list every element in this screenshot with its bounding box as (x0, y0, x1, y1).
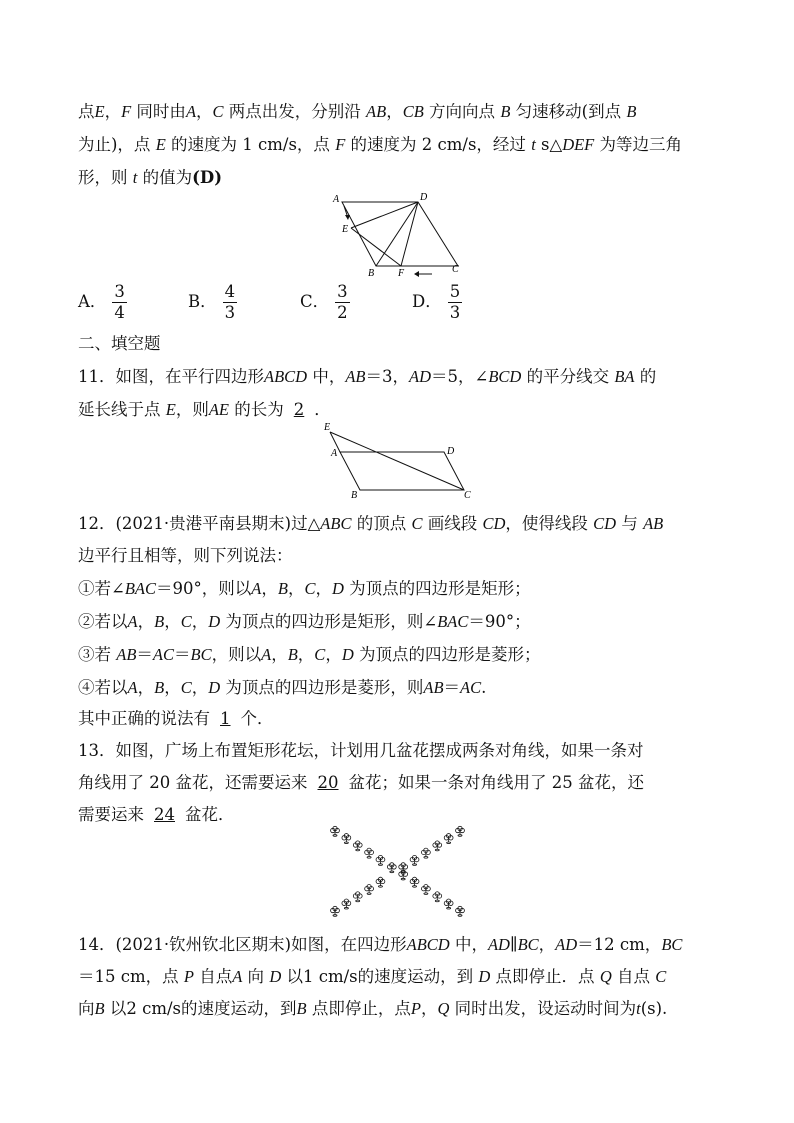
numerator: 3 (337, 282, 348, 301)
text: 为等边三角 (594, 135, 683, 154)
var: Q (437, 999, 450, 1018)
var: C (180, 612, 192, 631)
text: 14．(2021·钦州钦北区期末)如图，在四边形 (78, 935, 407, 954)
text: ， (191, 678, 209, 697)
section-heading: 二、填空题 (78, 334, 161, 353)
var: B (500, 102, 511, 121)
q12-conclusion (78, 708, 274, 730)
text: ， (191, 612, 209, 631)
denominator: 4 (114, 303, 125, 322)
answer-blank: 20 (317, 773, 339, 792)
text: 中， (449, 935, 488, 954)
text: ． (314, 400, 331, 419)
fraction (223, 282, 238, 323)
option-c (300, 282, 350, 323)
text: 需要运来 (78, 805, 144, 824)
var: AB (116, 645, 137, 664)
text: 形，则 (78, 168, 133, 187)
var: B (154, 612, 165, 631)
segment-ef (351, 228, 401, 266)
label-b: B (351, 490, 358, 500)
var: A (185, 102, 197, 121)
var: A (251, 579, 262, 598)
var: D (331, 579, 344, 598)
text: . (481, 678, 487, 697)
q11-line-1 (78, 366, 656, 388)
flower-pot-icon (433, 841, 442, 851)
flower-pot-icon (331, 906, 340, 916)
label-a: A (333, 194, 340, 205)
text: 盆花；如果一条对角线用了 25 盆花，还 (348, 773, 644, 792)
text: ＝ (443, 678, 461, 697)
flower-pot-icon (376, 855, 385, 865)
answer-blank: 1 (220, 709, 231, 728)
var: E (94, 102, 105, 121)
flower-pots-figure (325, 822, 470, 920)
text: ， (287, 579, 305, 598)
text: ， (315, 579, 332, 598)
q14-line-2 (78, 966, 666, 988)
text: 点即停止．点 (490, 967, 600, 986)
flower-pot-icon (422, 884, 431, 894)
var: A (127, 678, 138, 697)
text: 画线段 (422, 514, 483, 533)
text: ＝ (136, 645, 153, 664)
var: B (94, 999, 105, 1018)
var: A (261, 645, 272, 664)
parallelogram-outline (340, 452, 464, 490)
option-a (78, 282, 127, 323)
q12-line-2: 边平行且相等，则下列说法： (78, 546, 293, 565)
var: AB (345, 367, 366, 386)
flower-pot-icon (410, 855, 419, 865)
var: D (269, 967, 282, 986)
text: 自点 (193, 967, 233, 986)
q12-statement-3 (78, 644, 540, 666)
var: D (208, 612, 221, 631)
numerator: 5 (449, 282, 461, 301)
bisector-ce (330, 432, 464, 490)
text: 向 (78, 999, 95, 1018)
flower-pot-icon (376, 877, 385, 887)
text: ， (386, 102, 403, 121)
var: AC (152, 645, 175, 664)
text: 角线用了 20 盆花，还需要运来 (78, 773, 308, 792)
text: 为顶点的四边形是菱形； (353, 645, 541, 664)
flower-pot-icon (433, 892, 442, 902)
text: 的速度为 1 cm/s，点 (165, 135, 336, 154)
q10-figure (330, 190, 465, 280)
var: AB (423, 678, 444, 697)
var: C (304, 579, 316, 598)
text: ， (137, 678, 155, 697)
text: 11．如图，在平行四边形 (78, 367, 264, 386)
label-c: C (452, 264, 459, 275)
var: B (287, 645, 298, 664)
text: 向 (242, 967, 270, 986)
var: CD (593, 514, 617, 533)
text: 方向向点 (423, 102, 501, 121)
diagonal-db (376, 202, 418, 266)
flower-pot-icon (410, 877, 419, 887)
flower-pot-icon (399, 863, 408, 873)
option-letter: B． (188, 292, 217, 311)
text: 以1 cm/s的速度运动，到 (281, 967, 479, 986)
flower-pot-icon (365, 884, 374, 894)
var: F (121, 102, 132, 121)
option-d (412, 282, 462, 323)
text: 个． (240, 709, 274, 728)
text: ， (137, 612, 155, 631)
text: 延长线于点 (78, 400, 166, 419)
denominator: 3 (224, 303, 236, 322)
text: 为顶点的四边形是矩形，则∠ (220, 612, 438, 631)
var: A (127, 612, 138, 631)
var: E (165, 400, 176, 419)
text: ，使得线段 (505, 514, 594, 533)
var: AD (409, 367, 432, 386)
label-b: B (368, 268, 375, 279)
text: ，则以 (211, 645, 262, 664)
text: (s). (640, 999, 668, 1018)
var: B (626, 102, 637, 121)
var: CD (482, 514, 506, 533)
var: D (341, 645, 354, 664)
option-b (188, 282, 237, 323)
var: t (132, 168, 138, 187)
var: ABC (320, 514, 352, 533)
segment-ed (351, 202, 418, 228)
flower-pot-icon (353, 841, 362, 851)
text: 匀速移动(到点 (510, 102, 627, 121)
var: t (531, 135, 536, 154)
q12-line-1 (78, 513, 663, 535)
option-letter: A． (78, 292, 107, 311)
label-f: F (398, 268, 405, 279)
var: BC (190, 645, 212, 664)
text: ＝90°，则以 (156, 579, 252, 598)
text: ， (164, 612, 181, 631)
text: ， (104, 102, 122, 121)
flower-pot-icon (456, 906, 465, 916)
var: CB (402, 102, 424, 121)
var: ABCD (406, 935, 450, 954)
text: 自点 (611, 967, 656, 986)
text: 的值为 (137, 168, 193, 187)
text: 中， (307, 367, 346, 386)
var: C (411, 514, 423, 533)
text: 的 (634, 367, 657, 386)
q10-line-1 (78, 101, 636, 123)
flower-pot-icon (365, 848, 374, 858)
flower-pot-icon (387, 863, 396, 873)
flower-pot-icon (331, 826, 340, 836)
text: 与 (616, 514, 644, 533)
q13-line-2 (78, 772, 644, 794)
label-d: D (447, 446, 455, 457)
text: ， (325, 645, 342, 664)
var: BC (661, 935, 683, 954)
var: C (314, 645, 326, 664)
flower-pot-icon (342, 834, 351, 844)
text: 12．(2021·贵港平南县期末)过△ (78, 514, 321, 533)
q13-line-3 (78, 804, 235, 826)
answer-blank: 2 (293, 400, 305, 419)
var: C (212, 102, 224, 121)
var: BC (517, 935, 539, 954)
text: 的长为 (229, 400, 284, 419)
var: C (180, 678, 192, 697)
text: 同时出发，设运动时间为 (449, 999, 637, 1018)
answer: (D) (192, 168, 223, 187)
var: A (232, 967, 243, 986)
q14-line-1 (78, 934, 682, 956)
var: BAC (437, 612, 469, 631)
text: 为止)，点 (78, 135, 156, 154)
q10-line-3 (78, 167, 222, 189)
flower-pot-icon (353, 892, 362, 902)
text: 点 (78, 102, 95, 121)
text: 为顶点的四边形是矩形； (343, 579, 531, 598)
q11-line-2 (78, 399, 331, 421)
text: 同时由 (131, 102, 186, 121)
text: ， (420, 999, 438, 1018)
label-c: C (464, 490, 471, 500)
var: B (277, 579, 288, 598)
var: D (478, 967, 491, 986)
fraction (448, 282, 463, 323)
fraction (112, 282, 127, 323)
label-d: D (420, 192, 428, 203)
text: s△ (535, 135, 563, 154)
text: 的平分线交 (521, 367, 615, 386)
var: E (155, 135, 166, 154)
text: ＝5，∠ (431, 367, 489, 386)
q10-line-2 (78, 134, 682, 156)
q12-statement-1 (78, 578, 531, 600)
var: ABCD (264, 367, 308, 386)
text: ②若以 (78, 612, 128, 631)
text: 以2 cm/s的速度运动，到 (104, 999, 297, 1018)
flower-pot-icon (342, 899, 351, 909)
var: AB (366, 102, 387, 121)
denominator: 3 (449, 303, 461, 322)
text: 的速度为 2 cm/s，经过 (345, 135, 532, 154)
answer-blank: 24 (154, 805, 175, 824)
text: 其中正确的说法有 (78, 709, 210, 728)
text: ， (261, 579, 278, 598)
var: BCD (488, 367, 522, 386)
text: ， (196, 102, 213, 121)
text: ＝12 cm， (577, 935, 662, 954)
var: C (655, 967, 667, 986)
text: ∥ (509, 935, 518, 954)
var: AE (208, 400, 230, 419)
text: ，则 (175, 400, 209, 419)
segment-df (401, 202, 418, 266)
arrowhead-f (414, 271, 419, 277)
var: P (410, 999, 421, 1018)
numerator: 3 (114, 282, 125, 301)
label-a: A (331, 448, 338, 459)
var: Q (599, 967, 612, 986)
text: ＝3， (365, 367, 410, 386)
var: F (335, 135, 346, 154)
text: ， (538, 935, 556, 954)
numerator: 4 (224, 282, 236, 301)
q12-statement-4 (78, 677, 486, 699)
text: ①若∠ (78, 579, 125, 598)
text: 两点出发，分别沿 (223, 102, 367, 121)
label-e: E (342, 224, 349, 235)
fraction (335, 282, 350, 323)
text: ＝15 cm，点 (78, 967, 184, 986)
option-letter: C． (300, 292, 330, 311)
var: BA (614, 367, 635, 386)
text: ＝90°； (468, 612, 531, 631)
text: 为顶点的四边形是菱形，则 (220, 678, 424, 697)
text: ④若以 (78, 678, 128, 697)
flower-pot-icon (456, 826, 465, 836)
var: AD (555, 935, 578, 954)
var: DEF (562, 135, 595, 154)
q11-figure (316, 420, 481, 500)
var: B (154, 678, 165, 697)
var: BAC (124, 579, 156, 598)
text: ＝ (174, 645, 191, 664)
label-e: E (324, 422, 331, 433)
text: 的顶点 (351, 514, 412, 533)
denominator: 2 (337, 303, 348, 322)
var: t (636, 999, 641, 1018)
text: 盆花． (185, 805, 235, 824)
arrowhead-e (345, 215, 350, 220)
q12-statement-2 (78, 611, 531, 633)
flower-pot-icon (444, 899, 453, 909)
text: 点即停止，点 (306, 999, 411, 1018)
var: P (183, 967, 194, 986)
flower-pot-icon (444, 834, 453, 844)
text: ， (297, 645, 315, 664)
option-letter: D． (412, 292, 442, 311)
var: B (296, 999, 307, 1018)
q13-line-1: 13．如图，广场上布置矩形花坛，计划用几盆花摆成两条对角线，如果一条对 (78, 741, 644, 760)
var: AB (643, 514, 664, 533)
q14-line-3 (78, 998, 667, 1020)
flower-pot-icon (422, 848, 431, 858)
text: ③若 (78, 645, 117, 664)
var: D (208, 678, 221, 697)
text: ， (164, 678, 181, 697)
text: ， (271, 645, 288, 664)
var: AD (487, 935, 510, 954)
var: AC (460, 678, 482, 697)
